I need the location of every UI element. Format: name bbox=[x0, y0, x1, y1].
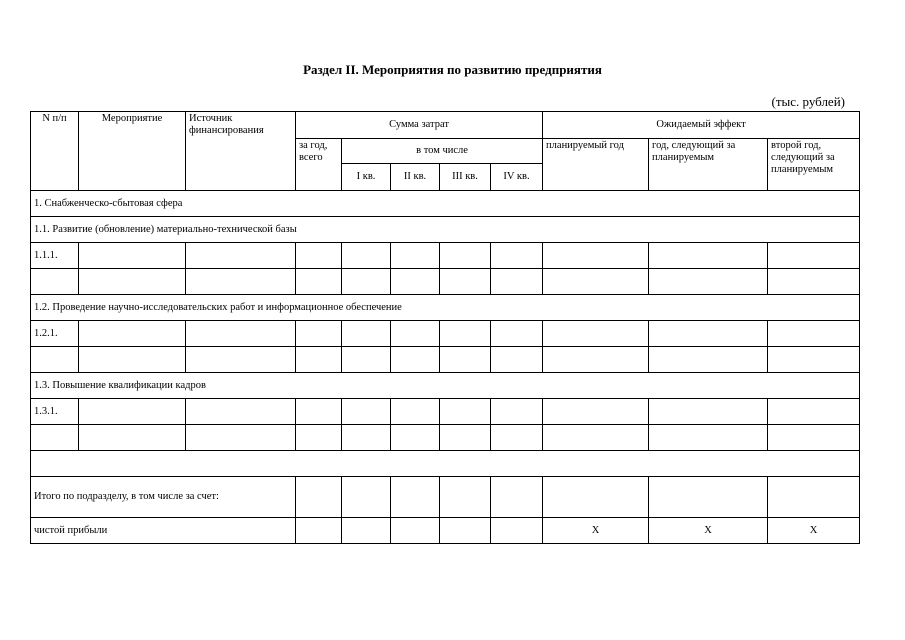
net-profit-label: чистой прибыли bbox=[31, 518, 296, 544]
row-number: 1.1.1. bbox=[31, 243, 79, 269]
units-label: (тыс. рублей) bbox=[771, 94, 845, 109]
header-q2: II кв. bbox=[391, 164, 440, 191]
x-mark: X bbox=[649, 518, 768, 544]
table-row bbox=[31, 425, 860, 451]
section-row bbox=[31, 373, 860, 399]
table-row bbox=[31, 399, 860, 425]
header-planned-year: планируемый год bbox=[543, 139, 649, 191]
header-including: в том числе bbox=[342, 139, 543, 164]
section-label: 1.3. Повышение квалификации кадров bbox=[31, 373, 860, 399]
section-label: 1.2. Проведение научно-исследовательских работ и информационное обеспечение bbox=[31, 295, 860, 321]
header-year-total: за год, всего bbox=[296, 139, 342, 191]
table-row bbox=[31, 243, 860, 269]
table-row bbox=[31, 321, 860, 347]
header-next-year: год, следующий за планируемым bbox=[649, 139, 768, 191]
measures-table bbox=[30, 111, 860, 544]
x-mark: X bbox=[543, 518, 649, 544]
header-effect: Ожидаемый эффект bbox=[543, 112, 860, 139]
x-mark: X bbox=[768, 518, 860, 544]
header-row-1 bbox=[31, 112, 860, 139]
header-q4: IV кв. bbox=[491, 164, 543, 191]
section-row bbox=[31, 295, 860, 321]
net-profit-row bbox=[31, 518, 860, 544]
table-row bbox=[31, 269, 860, 295]
section-label: 1.1. Развитие (обновление) материально-технической базы bbox=[31, 217, 860, 243]
section-row bbox=[31, 217, 860, 243]
header-num: N п/п bbox=[31, 112, 79, 191]
header-second-year: второй год, следующий за планируемым bbox=[768, 139, 860, 191]
row-number: 1.2.1. bbox=[31, 321, 79, 347]
blank-row bbox=[31, 451, 860, 477]
table-row bbox=[31, 347, 860, 373]
header-q3: III кв. bbox=[440, 164, 491, 191]
header-q1: I кв. bbox=[342, 164, 391, 191]
section-label: 1. Снабженческо-сбытовая сфера bbox=[31, 191, 860, 217]
total-label: Итого по подразделу, в том числе за счет: bbox=[31, 477, 296, 518]
row-number: 1.3.1. bbox=[31, 399, 79, 425]
header-measure: Мероприятие bbox=[79, 112, 186, 191]
page-title: Раздел II. Мероприятия по развитию предприятия bbox=[303, 62, 602, 77]
header-costs: Сумма затрат bbox=[296, 112, 543, 139]
section-row bbox=[31, 191, 860, 217]
total-row bbox=[31, 477, 860, 518]
header-source: Источник финансирования bbox=[186, 112, 296, 191]
